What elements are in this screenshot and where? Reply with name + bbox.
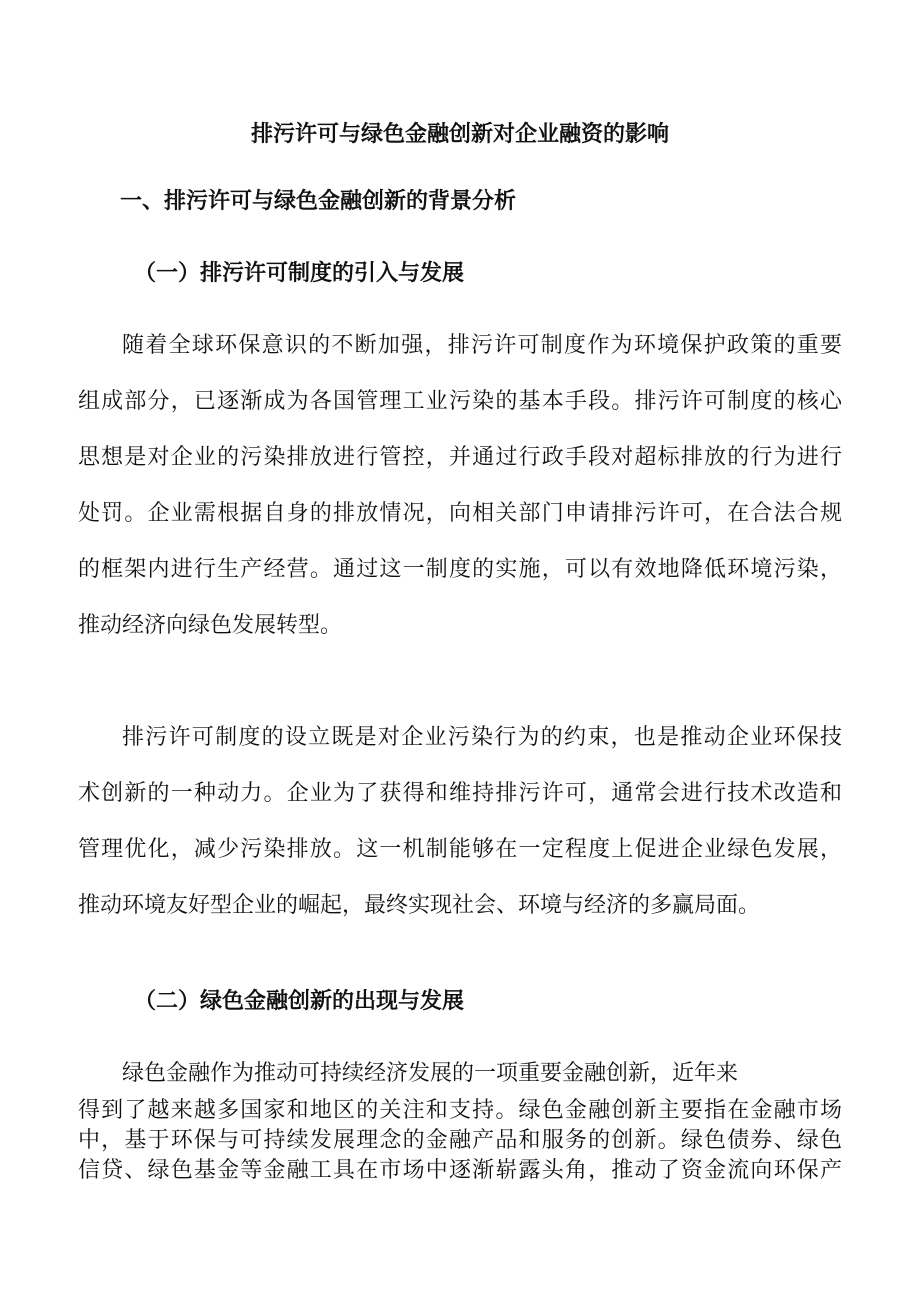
- subsection-heading-permit: （一）排污许可制度的引入与发展: [134, 260, 465, 286]
- paragraph-line: 随着全球环保意识的不断加强，排污许可制度作为环境保护政策的重要: [122, 333, 842, 358]
- subsection-heading-green-finance: （二）绿色金融创新的出现与发展: [134, 988, 465, 1014]
- paragraph-line: 中，基于环保与可持续发展理念的金融产品和服务的创新。绿色债券、绿色: [78, 1128, 842, 1153]
- paragraph-line: 绿色金融作为推动可持续经济发展的一项重要金融创新，近年来: [122, 1061, 739, 1086]
- paragraph-line: 排污许可制度的设立既是对企业污染行为的约束，也是推动企业环保技: [122, 725, 842, 750]
- paragraph-line: 得到了越来越多国家和地区的关注和支持。绿色金融创新主要指在金融市场: [78, 1098, 842, 1123]
- paragraph-line: 组成部分，已逐渐成为各国管理工业污染的基本手段。排污许可制度的核心: [78, 389, 842, 414]
- paragraph-line: 术创新的一种动力。企业为了获得和维持排污许可，通常会进行技术改造和: [78, 781, 842, 806]
- section-heading-background: 一、排污许可与绿色金融创新的背景分析: [120, 188, 517, 214]
- paragraph-dense-block: [78, 1096, 842, 1186]
- paragraph-green-finance: [78, 1046, 842, 1186]
- paragraph-line: 管理优化，减少污染排放。这一机制能够在一定程度上促进企业绿色发展，: [78, 837, 842, 862]
- paragraph-permit-intro: [78, 318, 842, 654]
- paragraph-line: 信贷、绿色基金等金融工具在市场中逐渐崭露头角，推动了资金流向环保产: [78, 1158, 842, 1183]
- paragraph-line: 的框架内进行生产经营。通过这一制度的实施，可以有效地降低环境污染，: [78, 557, 842, 582]
- paragraph-line: 思想是对企业的污染排放进行管控，并通过行政手段对超标排放的行为进行: [78, 445, 842, 470]
- paragraph-line: 处罚。企业需根据自身的排放情况，向相关部门申请排污许可，在合法合规: [78, 501, 842, 526]
- paragraph-permit-incentive: [78, 710, 842, 934]
- paragraph-line: 推动环境友好型企业的崛起，最终实现社会、环境与经济的多赢局面。: [78, 893, 761, 918]
- document-title: 排污许可与绿色金融创新对企业融资的影响: [250, 121, 669, 147]
- paragraph-line: 推动经济向绿色发展转型。: [78, 613, 343, 638]
